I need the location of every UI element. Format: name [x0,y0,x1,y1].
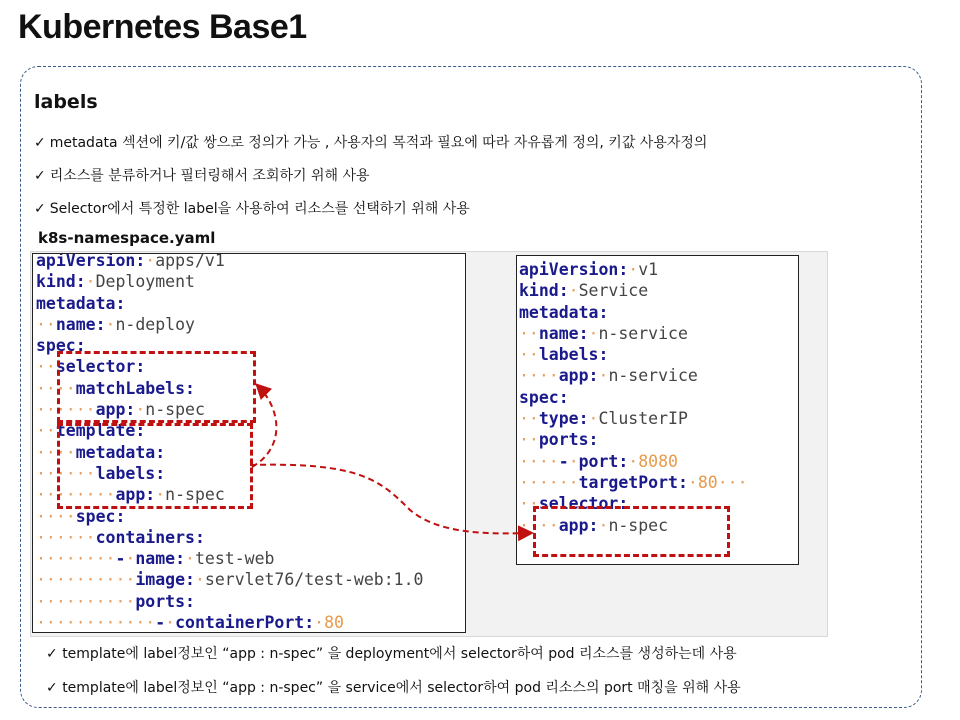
yaml-value: n-service [598,323,688,343]
indent-dots: ······ [519,472,579,492]
yaml-key: selector: [55,357,146,377]
yaml-key: app: [95,400,136,420]
indent-dots: ···· [519,451,559,471]
yaml-key: ports: [135,591,195,611]
yaml-value: Service [578,281,649,301]
service-yaml-line: kind:·Service [519,281,649,301]
yaml-key: targetPort: [578,472,688,492]
service-yaml-line: ····app:·n-spec [519,515,669,535]
arrow-to-selector [252,386,276,467]
indent-dots: ·· [36,421,56,441]
check-icon: ✓ [34,201,46,217]
yaml-dash: - [115,549,126,569]
yaml-key: spec: [75,506,126,526]
section-heading: labels [34,91,98,113]
page-title: Kubernetes Base1 [18,8,307,46]
indent-dots: ······ [36,463,96,483]
yaml-key: ports: [538,430,599,450]
bullet-text: 리소스를 분류하거나 필터링해서 조회하기 위해 사용 [49,168,370,184]
yaml-key: containers: [95,527,205,547]
yaml-value: 80 [697,472,718,492]
yaml-value: v1 [638,260,659,279]
bullet-text: metadata 섹션에 키/값 쌍으로 정의가 가능 , 사용자의 목적과 필요에 따라 자유롭게 정의, 키값 사용자정의 [49,135,708,151]
yaml-key: labels: [538,345,609,365]
indent-dots: ·· [36,357,56,377]
service-yaml-line: ··name:·n-service [519,323,688,343]
indent-dots: ······ [36,527,96,547]
indent-dots: ········ [36,549,116,569]
bullet-text: Selector에서 특정한 label을 사용하여 리소스를 선택하기 위해 사용 [49,201,470,217]
yaml-value: apps/v1 [155,253,225,270]
deployment-yaml-line: ··········image:·servlet76/test-web:1.0 [36,570,424,590]
indent-dots: ···· [519,366,559,386]
yaml-value: n-spec [608,515,669,535]
indent-dots: ·········· [36,570,136,590]
deployment-yaml-line: ········app:·n-spec [36,485,225,505]
indent-dots: ···· [36,506,76,526]
indent-dots: ············ [36,613,156,633]
yaml-filename: k8s-namespace.yaml [38,229,216,247]
check-icon: ✓ [46,680,58,696]
arrow-to-service-selector [250,465,530,534]
deployment-yaml-line: apiVersion:·apps/v1 [36,253,225,270]
service-yaml-line: ····app:·n-service [519,366,698,386]
yaml-key: kind: [519,281,569,301]
yaml-dash: - [155,613,166,633]
yaml-value: n-spec [145,400,205,420]
service-yaml-line: apiVersion:·v1 [519,260,659,279]
note-item [46,643,737,663]
indent-dots: ·· [519,323,539,343]
yaml-value: n-deploy [115,314,195,334]
deployment-yaml-line: ··name:·n-deploy [36,314,195,334]
yaml-key: app: [558,515,599,535]
yaml-key: metadata: [519,302,609,322]
yaml-key: type: [538,409,589,429]
service-yaml-line: ··type:·ClusterIP [519,409,688,429]
yaml-dash: - [558,451,569,471]
yaml-value: Deployment [95,272,195,292]
indent-dots: ······ [36,400,96,420]
yaml-value: ClusterIP [598,409,688,429]
yaml-value: 8080 [638,451,678,471]
indent-dots: ·· [519,409,539,429]
indent-dots: ·· [519,494,539,514]
yaml-key: labels: [95,463,166,483]
yaml-key: name: [135,549,186,569]
yaml-key: metadata: [36,293,126,313]
yaml-key: apiVersion: [519,260,629,279]
yaml-key: containerPort: [175,613,315,633]
yaml-value: 80 [324,613,344,633]
yaml-key: metadata: [75,442,166,462]
note-text: template에 label정보인 “app : n-spec” 을 service에서 selector하여 pod 리소스의 port 매칭을 위해 사용 [62,680,741,696]
yaml-value: n-service [608,366,698,386]
check-icon: ✓ [34,168,46,184]
check-icon: ✓ [46,646,58,662]
indent-dots: ···· [519,515,559,535]
yaml-key: kind: [36,272,86,292]
service-yaml-line: ····-·port:·8080 [519,451,678,471]
check-icon: ✓ [34,135,46,151]
service-yaml-line: ······targetPort:·80··· [519,472,748,492]
deployment-yaml-line: ············-·containerPort:·80 [36,613,344,633]
indent-dots: ···· [36,442,76,462]
yaml-key: selector: [538,494,629,514]
yaml-key: matchLabels: [75,378,195,398]
deployment-yaml-line: kind:·Deployment [36,272,195,292]
yaml-key: image: [135,570,195,590]
indent-dots: ·· [519,430,539,450]
yaml-key: port: [578,451,629,471]
indent-dots: ·········· [36,591,136,611]
deployment-yaml-line: ········-·name:·test-web [36,549,275,569]
yaml-key: app: [115,485,156,505]
yaml-key: template: [55,421,146,441]
yaml-key: name: [55,314,106,334]
yaml-key: name: [538,323,589,343]
yaml-key: spec: [36,336,86,356]
indent-dots: ·· [519,345,539,365]
yaml-value: servlet76/test-web:1.0 [204,570,424,590]
yaml-key: apiVersion: [36,253,146,270]
yaml-value: test-web [194,549,275,569]
yaml-value: n-spec [165,485,225,505]
indent-dots: ········ [36,485,116,505]
deployment-yaml-line: ······app:·n-spec [36,400,205,420]
indent-dots: ·· [36,314,56,334]
note-text: template에 label정보인 “app : n-spec” 을 deployment에서 selector하여 pod 리소스를 생성하는데 사용 [62,646,737,662]
yaml-key: app: [558,366,599,386]
indent-dots: ···· [36,378,76,398]
note-item [46,677,741,697]
yaml-key: spec: [519,387,569,407]
